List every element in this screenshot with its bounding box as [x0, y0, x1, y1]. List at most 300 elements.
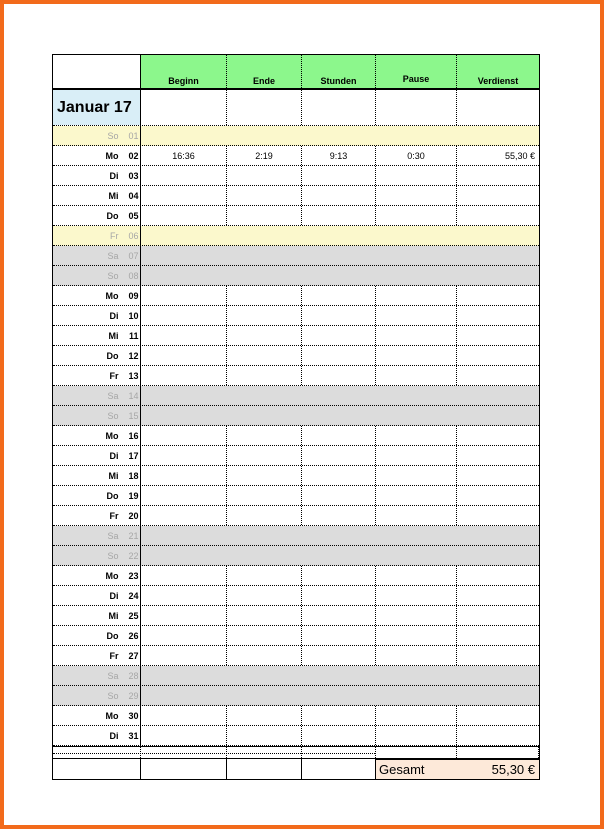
ende-cell[interactable]: [227, 386, 302, 405]
stunden-cell[interactable]: [302, 326, 376, 345]
ende-cell[interactable]: [227, 426, 302, 445]
stunden-cell[interactable]: [302, 626, 376, 645]
beginn-cell[interactable]: [141, 166, 227, 185]
verdienst-cell[interactable]: [457, 726, 539, 745]
beginn-cell[interactable]: [141, 246, 227, 265]
day-row: [53, 226, 539, 246]
cell[interactable]: [141, 90, 227, 125]
day-row: [53, 546, 539, 566]
stunden-cell[interactable]: [302, 446, 376, 465]
ende-cell[interactable]: [227, 126, 302, 145]
verdienst-cell[interactable]: [457, 206, 539, 225]
day-number: 23: [128, 570, 139, 581]
day-number: 12: [128, 350, 139, 361]
weekday-name: So: [107, 690, 119, 701]
ende-cell[interactable]: [227, 266, 302, 285]
ende-cell[interactable]: [227, 186, 302, 205]
day-number: 17: [128, 450, 139, 461]
cell[interactable]: [302, 759, 376, 779]
pause-cell[interactable]: [376, 166, 457, 185]
pause-cell[interactable]: [376, 206, 457, 225]
stunden-cell[interactable]: [302, 606, 376, 625]
cell[interactable]: [53, 759, 141, 779]
day-label: [53, 166, 141, 185]
header-corner: [53, 55, 141, 88]
pause-cell[interactable]: [376, 586, 457, 605]
day-number: 18: [128, 470, 139, 481]
weekday-name: Do: [106, 210, 119, 221]
day-label: [53, 386, 141, 405]
weekday-name: Mo: [105, 710, 119, 721]
day-label: [53, 246, 141, 265]
weekday-name: Di: [109, 590, 119, 601]
beginn-cell[interactable]: [141, 266, 227, 285]
day-label: [53, 186, 141, 205]
weekday-name: So: [107, 130, 119, 141]
verdienst-cell[interactable]: [457, 246, 539, 265]
day-row: [53, 566, 539, 586]
day-row: [53, 486, 539, 506]
verdienst-cell[interactable]: [457, 186, 539, 205]
day-number: 04: [128, 190, 139, 201]
month-title[interactable]: Januar 17: [53, 90, 141, 125]
pause-cell[interactable]: [376, 466, 457, 485]
day-number: 01: [128, 130, 139, 141]
ende-cell[interactable]: [227, 626, 302, 645]
day-number: 22: [128, 550, 139, 561]
stunden-cell[interactable]: 9:13: [302, 146, 376, 165]
ende-cell[interactable]: [227, 246, 302, 265]
pause-cell[interactable]: [376, 246, 457, 265]
day-label: [53, 726, 141, 745]
beginn-cell[interactable]: [141, 666, 227, 685]
pause-cell[interactable]: [376, 486, 457, 505]
day-row: [53, 206, 539, 226]
weekday-name: Mo: [105, 430, 119, 441]
weekday-name: Fr: [110, 230, 119, 241]
ende-cell[interactable]: [227, 586, 302, 605]
verdienst-cell[interactable]: [457, 606, 539, 625]
weekday-name: Fr: [109, 650, 119, 661]
beginn-cell[interactable]: [141, 626, 227, 645]
day-number: 28: [128, 670, 139, 681]
stunden-cell[interactable]: [302, 546, 376, 565]
timesheet: [52, 54, 540, 780]
stunden-cell[interactable]: [302, 166, 376, 185]
pause-cell[interactable]: [376, 366, 457, 385]
ende-cell[interactable]: 2:19: [227, 146, 302, 165]
pause-cell[interactable]: [376, 566, 457, 585]
pause-cell[interactable]: [376, 406, 457, 425]
day-row: [53, 686, 539, 706]
beginn-cell[interactable]: [141, 506, 227, 525]
pause-cell[interactable]: [376, 646, 457, 665]
weekday-name: So: [107, 550, 119, 561]
pause-cell[interactable]: [376, 226, 457, 245]
stunden-cell[interactable]: [302, 586, 376, 605]
ende-cell[interactable]: [227, 706, 302, 725]
verdienst-cell[interactable]: [457, 566, 539, 585]
weekday-name: Di: [109, 170, 119, 181]
stunden-cell[interactable]: [302, 506, 376, 525]
verdienst-cell[interactable]: [457, 706, 539, 725]
pause-cell[interactable]: [376, 726, 457, 745]
day-row: [53, 526, 539, 546]
weekday-name: Sa: [107, 390, 119, 401]
beginn-cell[interactable]: [141, 566, 227, 585]
total-label: Gesamt: [376, 759, 457, 779]
day-row: [53, 246, 539, 266]
day-row: [53, 366, 539, 386]
verdienst-cell[interactable]: [457, 586, 539, 605]
ende-cell[interactable]: [227, 466, 302, 485]
day-label: [53, 506, 141, 525]
month-title-row: [53, 90, 539, 126]
stunden-cell[interactable]: [302, 286, 376, 305]
verdienst-cell[interactable]: [457, 666, 539, 685]
pause-cell[interactable]: [376, 446, 457, 465]
day-label: [53, 406, 141, 425]
weekday-name: So: [107, 270, 119, 281]
cell[interactable]: [227, 759, 302, 779]
day-row: [53, 166, 539, 186]
weekday-name: Sa: [107, 530, 119, 541]
day-row: [53, 666, 539, 686]
verdienst-cell[interactable]: [457, 486, 539, 505]
day-label: [53, 606, 141, 625]
weekday-name: Mi: [108, 610, 119, 621]
day-number: 09: [128, 290, 139, 301]
stunden-cell[interactable]: [302, 366, 376, 385]
beginn-cell[interactable]: [141, 386, 227, 405]
beginn-cell[interactable]: [141, 466, 227, 485]
day-label: [53, 706, 141, 725]
pause-cell[interactable]: [376, 606, 457, 625]
verdienst-cell[interactable]: [457, 506, 539, 525]
cell[interactable]: [376, 90, 457, 125]
day-label: [53, 426, 141, 445]
pause-cell[interactable]: [376, 626, 457, 645]
beginn-cell[interactable]: [141, 406, 227, 425]
ende-cell[interactable]: [227, 686, 302, 705]
beginn-cell[interactable]: [141, 686, 227, 705]
pause-cell[interactable]: [376, 526, 457, 545]
day-label: [53, 686, 141, 705]
ende-cell[interactable]: [227, 526, 302, 545]
day-number: 07: [128, 250, 139, 261]
weekday-name: Fr: [109, 370, 119, 381]
pause-cell[interactable]: [376, 346, 457, 365]
stunden-cell[interactable]: [302, 406, 376, 425]
ende-cell[interactable]: [227, 726, 302, 745]
pause-cell[interactable]: [376, 506, 457, 525]
day-label: [53, 346, 141, 365]
day-number: 08: [128, 270, 139, 281]
beginn-cell[interactable]: [141, 286, 227, 305]
stunden-cell[interactable]: [302, 466, 376, 485]
day-number: 25: [128, 610, 139, 621]
day-number: 16: [128, 430, 139, 441]
weekday-name: Mo: [105, 570, 119, 581]
ende-cell[interactable]: [227, 326, 302, 345]
stunden-cell[interactable]: [302, 566, 376, 585]
weekday-name: Do: [106, 490, 119, 501]
cell: [376, 747, 457, 758]
stunden-cell[interactable]: [302, 266, 376, 285]
day-number: 05: [128, 210, 139, 221]
ende-cell[interactable]: [227, 446, 302, 465]
day-row: [53, 326, 539, 346]
pause-cell[interactable]: [376, 386, 457, 405]
pause-cell[interactable]: [376, 126, 457, 145]
day-row: [53, 386, 539, 406]
day-number: 13: [128, 370, 139, 381]
verdienst-cell[interactable]: [457, 546, 539, 565]
day-number: 30: [128, 710, 139, 721]
beginn-cell[interactable]: [141, 366, 227, 385]
verdienst-cell[interactable]: [457, 286, 539, 305]
col-header-stunden: Stunden: [302, 55, 376, 88]
verdienst-cell[interactable]: [457, 526, 539, 545]
pause-cell[interactable]: [376, 306, 457, 325]
ende-cell[interactable]: [227, 506, 302, 525]
day-label: [53, 566, 141, 585]
summary-row: [53, 759, 539, 780]
col-header-beginn: Beginn: [141, 55, 227, 88]
col-header-pause: Pause: [376, 55, 457, 88]
weekday-name: Di: [109, 450, 119, 461]
verdienst-cell[interactable]: [457, 386, 539, 405]
beginn-cell[interactable]: [141, 206, 227, 225]
ende-cell[interactable]: [227, 406, 302, 425]
beginn-cell[interactable]: [141, 226, 227, 245]
ende-cell[interactable]: [227, 206, 302, 225]
col-header-verdienst: Verdienst: [457, 55, 539, 88]
pause-cell[interactable]: [376, 546, 457, 565]
day-number: 19: [128, 490, 139, 501]
ende-cell[interactable]: [227, 286, 302, 305]
separator-line: [53, 753, 375, 754]
ende-cell[interactable]: [227, 226, 302, 245]
ende-cell[interactable]: [227, 346, 302, 365]
verdienst-cell[interactable]: [457, 326, 539, 345]
verdienst-cell[interactable]: [457, 686, 539, 705]
beginn-cell[interactable]: 16:36: [141, 146, 227, 165]
stunden-cell[interactable]: [302, 206, 376, 225]
day-number: 03: [128, 170, 139, 181]
stunden-cell[interactable]: [302, 346, 376, 365]
header-row: [53, 55, 539, 90]
day-row: [53, 146, 539, 166]
day-label: [53, 306, 141, 325]
weekday-name: Di: [109, 730, 119, 741]
cell[interactable]: [141, 759, 227, 779]
weekday-name: Mo: [105, 150, 119, 161]
verdienst-cell[interactable]: 55,30 €: [504, 150, 535, 161]
day-row: [53, 126, 539, 146]
beginn-cell[interactable]: [141, 346, 227, 365]
day-row: [53, 306, 539, 326]
day-row: [53, 626, 539, 646]
day-label: [53, 626, 141, 645]
day-number: 26: [128, 630, 139, 641]
beginn-cell[interactable]: [141, 646, 227, 665]
day-row: [53, 466, 539, 486]
pause-cell[interactable]: 0:30: [376, 146, 457, 165]
ende-cell[interactable]: [227, 366, 302, 385]
summary-separator: [53, 746, 539, 759]
day-label: [53, 666, 141, 685]
beginn-cell[interactable]: [141, 706, 227, 725]
pause-cell[interactable]: [376, 686, 457, 705]
verdienst-cell[interactable]: [457, 646, 539, 665]
ende-cell[interactable]: [227, 486, 302, 505]
pause-cell[interactable]: [376, 666, 457, 685]
verdienst-cell[interactable]: [457, 226, 539, 245]
verdienst-cell[interactable]: [457, 346, 539, 365]
beginn-cell[interactable]: [141, 446, 227, 465]
day-number: 31: [128, 730, 139, 741]
day-label: [53, 646, 141, 665]
pause-cell[interactable]: [376, 706, 457, 725]
verdienst-cell[interactable]: [457, 406, 539, 425]
day-row: [53, 426, 539, 446]
beginn-cell[interactable]: [141, 526, 227, 545]
day-number: 06: [128, 230, 139, 241]
day-row: [53, 726, 539, 746]
verdienst-cell[interactable]: [457, 306, 539, 325]
day-rows: [53, 126, 539, 746]
day-label: [53, 466, 141, 485]
stunden-cell[interactable]: [302, 186, 376, 205]
pause-cell[interactable]: [376, 286, 457, 305]
beginn-cell[interactable]: [141, 186, 227, 205]
pause-cell[interactable]: [376, 266, 457, 285]
verdienst-cell[interactable]: [457, 266, 539, 285]
day-number: 29: [128, 690, 139, 701]
day-label: [53, 546, 141, 565]
cell[interactable]: [302, 90, 376, 125]
beginn-cell[interactable]: [141, 546, 227, 565]
day-number: 20: [128, 510, 139, 521]
pause-cell[interactable]: [376, 426, 457, 445]
day-label: [53, 266, 141, 285]
day-label: [53, 486, 141, 505]
ende-cell[interactable]: [227, 306, 302, 325]
verdienst-cell[interactable]: [457, 166, 539, 185]
pause-cell[interactable]: [376, 186, 457, 205]
day-number: 24: [128, 590, 139, 601]
stunden-cell[interactable]: [302, 706, 376, 725]
beginn-cell[interactable]: [141, 326, 227, 345]
day-label: [53, 446, 141, 465]
ende-cell[interactable]: [227, 666, 302, 685]
verdienst-cell[interactable]: [457, 466, 539, 485]
day-row: [53, 506, 539, 526]
day-label: [53, 126, 141, 145]
beginn-cell[interactable]: [141, 486, 227, 505]
day-row: [53, 186, 539, 206]
beginn-cell[interactable]: [141, 586, 227, 605]
stunden-cell[interactable]: [302, 486, 376, 505]
stunden-cell[interactable]: [302, 246, 376, 265]
cell[interactable]: [227, 90, 302, 125]
beginn-cell[interactable]: [141, 426, 227, 445]
ende-cell[interactable]: [227, 646, 302, 665]
weekday-name: So: [107, 410, 119, 421]
ende-cell[interactable]: [227, 166, 302, 185]
day-label: [53, 326, 141, 345]
stunden-cell[interactable]: [302, 666, 376, 685]
stunden-cell[interactable]: [302, 526, 376, 545]
day-row: [53, 606, 539, 626]
day-number: 21: [128, 530, 139, 541]
weekday-name: Sa: [107, 250, 119, 261]
verdienst-cell[interactable]: [457, 366, 539, 385]
day-label: [53, 526, 141, 545]
ende-cell[interactable]: [227, 606, 302, 625]
col-header-ende: Ende: [227, 55, 302, 88]
stunden-cell[interactable]: [302, 386, 376, 405]
stunden-cell[interactable]: [302, 306, 376, 325]
day-row: [53, 446, 539, 466]
day-row: [53, 286, 539, 306]
day-label: [53, 586, 141, 605]
stunden-cell[interactable]: [302, 726, 376, 745]
day-row: [53, 406, 539, 426]
day-number: 15: [128, 410, 139, 421]
weekday-name: Mi: [108, 190, 119, 201]
cell: [457, 747, 539, 758]
verdienst-cell[interactable]: [457, 446, 539, 465]
day-row: [53, 266, 539, 286]
pause-cell[interactable]: [376, 326, 457, 345]
day-label: [53, 206, 141, 225]
weekday-name: Mo: [105, 290, 119, 301]
stunden-cell[interactable]: [302, 646, 376, 665]
stunden-cell[interactable]: [302, 226, 376, 245]
weekday-name: Di: [109, 310, 119, 321]
verdienst-cell[interactable]: [457, 426, 539, 445]
cell[interactable]: [457, 90, 539, 125]
weekday-name: Sa: [107, 670, 119, 681]
verdienst-cell[interactable]: [457, 126, 539, 145]
day-row: [53, 586, 539, 606]
ende-cell[interactable]: [227, 566, 302, 585]
day-label: [53, 146, 141, 165]
weekday-name: Do: [106, 350, 119, 361]
beginn-cell[interactable]: [141, 726, 227, 745]
day-label: [53, 366, 141, 385]
day-row: [53, 646, 539, 666]
weekday-name: Fr: [109, 510, 119, 521]
weekday-name: Mi: [108, 330, 119, 341]
beginn-cell[interactable]: [141, 306, 227, 325]
day-number: 11: [128, 330, 139, 341]
beginn-cell[interactable]: [141, 606, 227, 625]
day-row: [53, 706, 539, 726]
day-number: 27: [128, 650, 139, 661]
stunden-cell[interactable]: [302, 686, 376, 705]
beginn-cell[interactable]: [141, 126, 227, 145]
ende-cell[interactable]: [227, 546, 302, 565]
day-number: 02: [128, 150, 139, 161]
stunden-cell[interactable]: [302, 426, 376, 445]
day-row: [53, 346, 539, 366]
verdienst-cell[interactable]: [457, 626, 539, 645]
stunden-cell[interactable]: [302, 126, 376, 145]
total-value[interactable]: 55,30 €: [457, 759, 539, 779]
